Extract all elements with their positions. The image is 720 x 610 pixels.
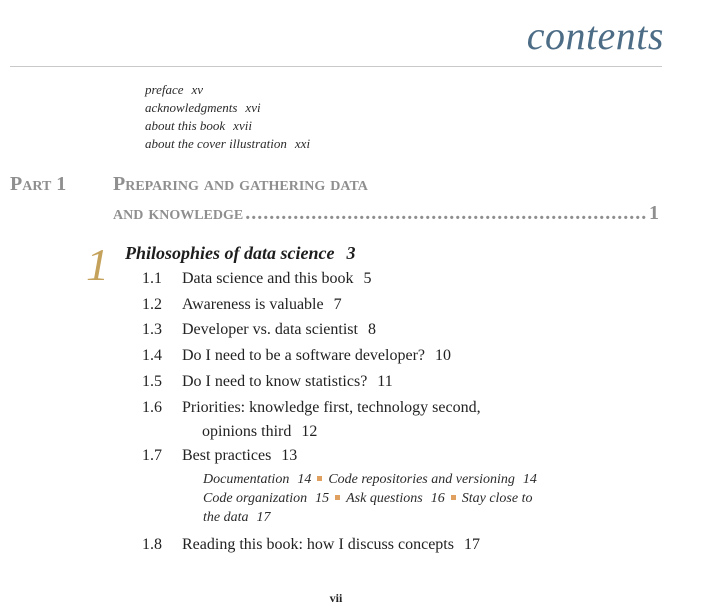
- toc-section-continuation[interactable]: [202, 423, 317, 441]
- entry-label: about the cover illustration: [145, 136, 287, 151]
- subsection-label: Stay close to: [461, 491, 533, 506]
- toc-entry-preface[interactable]: [145, 82, 203, 98]
- subsection-entry[interactable]: [203, 491, 329, 506]
- section-number: 1.5: [142, 373, 162, 390]
- section-number: 1.2: [142, 296, 162, 313]
- subsection-line: [203, 510, 271, 526]
- subsection-entry[interactable]: [346, 491, 445, 506]
- section-number: 1.6: [142, 399, 162, 416]
- square-bullet-icon: [451, 495, 456, 500]
- square-bullet-icon: [317, 476, 322, 481]
- section-page: 12: [301, 423, 318, 440]
- section-number: 1.1: [142, 270, 162, 287]
- section-page: 10: [435, 347, 451, 364]
- part-label: Part 1: [10, 173, 67, 195]
- section-title: Do I need to be a software developer?: [182, 347, 425, 364]
- toc-section[interactable]: [142, 399, 481, 417]
- subsection-entry[interactable]: [203, 510, 271, 525]
- subsection-label: Code repositories and versioning: [328, 472, 515, 487]
- section-page: 17: [463, 536, 480, 553]
- entry-page: xv: [191, 82, 204, 97]
- chapter-title[interactable]: [125, 243, 356, 264]
- section-page: 8: [367, 321, 376, 338]
- subsection-line: [203, 491, 532, 507]
- chapter-number: 1: [86, 239, 109, 290]
- toc-section[interactable]: [142, 321, 376, 339]
- section-title: Awareness is valuable: [182, 296, 324, 313]
- entry-page: xvi: [245, 100, 261, 115]
- chapter-page: 3: [346, 243, 356, 263]
- page-title: contents: [526, 13, 664, 58]
- subsection-page: 17: [256, 510, 271, 525]
- page-number: vii: [329, 591, 343, 605]
- subsection-label: Documentation: [203, 472, 290, 487]
- section-page: 5: [363, 270, 372, 287]
- subsection-entry[interactable]: [328, 472, 537, 487]
- section-title: Data science and this book: [182, 270, 354, 287]
- toc-section[interactable]: [142, 536, 480, 554]
- section-title: Priorities: knowledge first, technology second,: [182, 399, 481, 416]
- toc-section[interactable]: [142, 347, 451, 365]
- leader-dots: [245, 202, 647, 225]
- section-number: 1.7: [142, 447, 162, 464]
- section-title-cont: opinions third: [202, 423, 292, 440]
- subsection-label: Ask questions: [346, 491, 423, 506]
- toc-entry-about-this-book[interactable]: [145, 118, 252, 134]
- subsection-line: [203, 472, 537, 488]
- subsection-label: Code organization: [203, 491, 308, 506]
- section-page: 11: [377, 373, 393, 390]
- entry-page: xxi: [294, 136, 311, 151]
- section-page: 13: [281, 447, 298, 464]
- toc-section[interactable]: [142, 373, 393, 391]
- part-title-text: and knowledge: [113, 202, 244, 224]
- toc-entry-about-cover[interactable]: [145, 136, 310, 152]
- toc-entry-acknowledgments[interactable]: [145, 100, 261, 116]
- section-title: Best practices: [182, 447, 272, 464]
- subsection-page: 14: [297, 472, 312, 487]
- subsection-entry[interactable]: [203, 472, 311, 487]
- part-title-line1[interactable]: Preparing and gathering data: [113, 173, 368, 195]
- section-title: Developer vs. data scientist: [182, 321, 358, 338]
- entry-page: xvii: [233, 118, 252, 133]
- subsection-page: 16: [430, 491, 445, 506]
- title-divider: [10, 66, 662, 67]
- section-number: 1.8: [142, 536, 162, 553]
- section-title: Reading this book: how I discuss concepts: [182, 536, 454, 553]
- section-title: Do I need to know statistics?: [182, 373, 368, 390]
- toc-section[interactable]: [142, 270, 372, 288]
- square-bullet-icon: [335, 495, 340, 500]
- subsection-entry[interactable]: [462, 491, 533, 506]
- subsection-page: 14: [522, 472, 537, 487]
- chapter-title-text: Philosophies of data science: [125, 243, 335, 263]
- entry-label: acknowledgments: [145, 100, 238, 115]
- subsection-label: the data: [203, 510, 249, 525]
- section-number: 1.4: [142, 347, 162, 364]
- toc-section[interactable]: [142, 447, 297, 465]
- part-title-line2[interactable]: [113, 202, 659, 225]
- toc-section[interactable]: [142, 296, 342, 314]
- entry-label: about this book: [145, 118, 226, 133]
- subsection-page: 15: [315, 491, 330, 506]
- section-page: 7: [333, 296, 342, 313]
- section-number: 1.3: [142, 321, 162, 338]
- part-page: 1: [649, 202, 659, 224]
- entry-label: preface: [145, 82, 184, 97]
